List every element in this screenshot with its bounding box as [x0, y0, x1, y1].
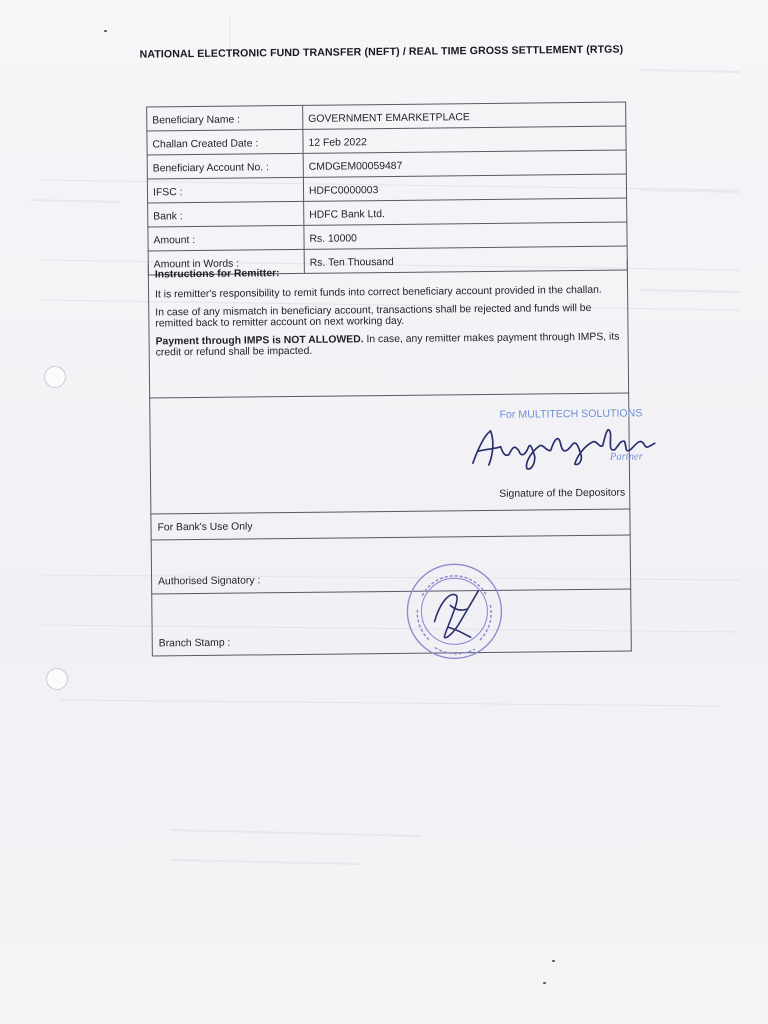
imps-warning: Payment through IMPS is NOT ALLOWED.: [155, 334, 364, 348]
instruction-paragraph: In case of any mismatch in beneficiary account, transactions shall be rejected and funds will be remitted back to remitter account on next working day.: [155, 302, 592, 330]
document-title: NATIONAL ELECTRONIC FUND TRANSFER (NEFT) / REAL TIME GROSS SETTLEMENT (RTGS): [139, 43, 624, 61]
partner-title: Partner: [609, 451, 643, 463]
field-value: HDFC Bank Ltd.: [304, 198, 627, 225]
bank-round-stamp: [404, 561, 509, 662]
imps-warning-detail: In case, any remitter makes payment through IMPS, its credit or refund shall be impacted.: [155, 331, 620, 359]
beneficiary-details-table: [146, 102, 628, 276]
field-label: Amount :: [148, 225, 304, 251]
depositor-signature-section: [149, 393, 643, 514]
branch-stamp-label: Branch Stamp :: [158, 637, 231, 650]
authorised-signatory-row: [151, 535, 632, 594]
field-label: Bank :: [148, 201, 304, 227]
field-value: Rs. Ten Thousand: [304, 246, 627, 273]
field-label: Challan Created Date :: [147, 129, 303, 155]
field-value: GOVERNMENT EMARKETPLACE: [303, 102, 626, 129]
bank-use-label: For Bank's Use Only: [157, 521, 253, 534]
remitter-instructions: [148, 260, 629, 399]
field-value: Rs. 10000: [304, 222, 627, 249]
branch-stamp-row: [151, 589, 632, 656]
field-value: HDFC0000003: [303, 174, 626, 201]
field-label: Beneficiary Name :: [147, 105, 303, 131]
handwritten-signature: [468, 415, 659, 473]
field-label: IFSC :: [147, 177, 303, 203]
field-label: Beneficiary Account No. :: [147, 153, 303, 179]
signature-caption: Signature of the Depositors: [499, 487, 626, 500]
instruction-paragraph: [156, 332, 622, 359]
field-value: 12 Feb 2022: [303, 126, 626, 153]
field-label: Amount in Words :: [148, 249, 304, 275]
company-stamp-text: For MULTITECH SOLUTIONS: [499, 407, 643, 421]
field-value: CMDGEM00059487: [303, 150, 626, 177]
authorised-signatory-label: Authorised Signatory :: [158, 575, 261, 588]
instruction-paragraph: It is remitter's responsibility to remit funds into correct beneficiary account provided in the challan.: [155, 284, 602, 301]
instructions-heading: Instructions for Remitter:: [154, 268, 280, 281]
